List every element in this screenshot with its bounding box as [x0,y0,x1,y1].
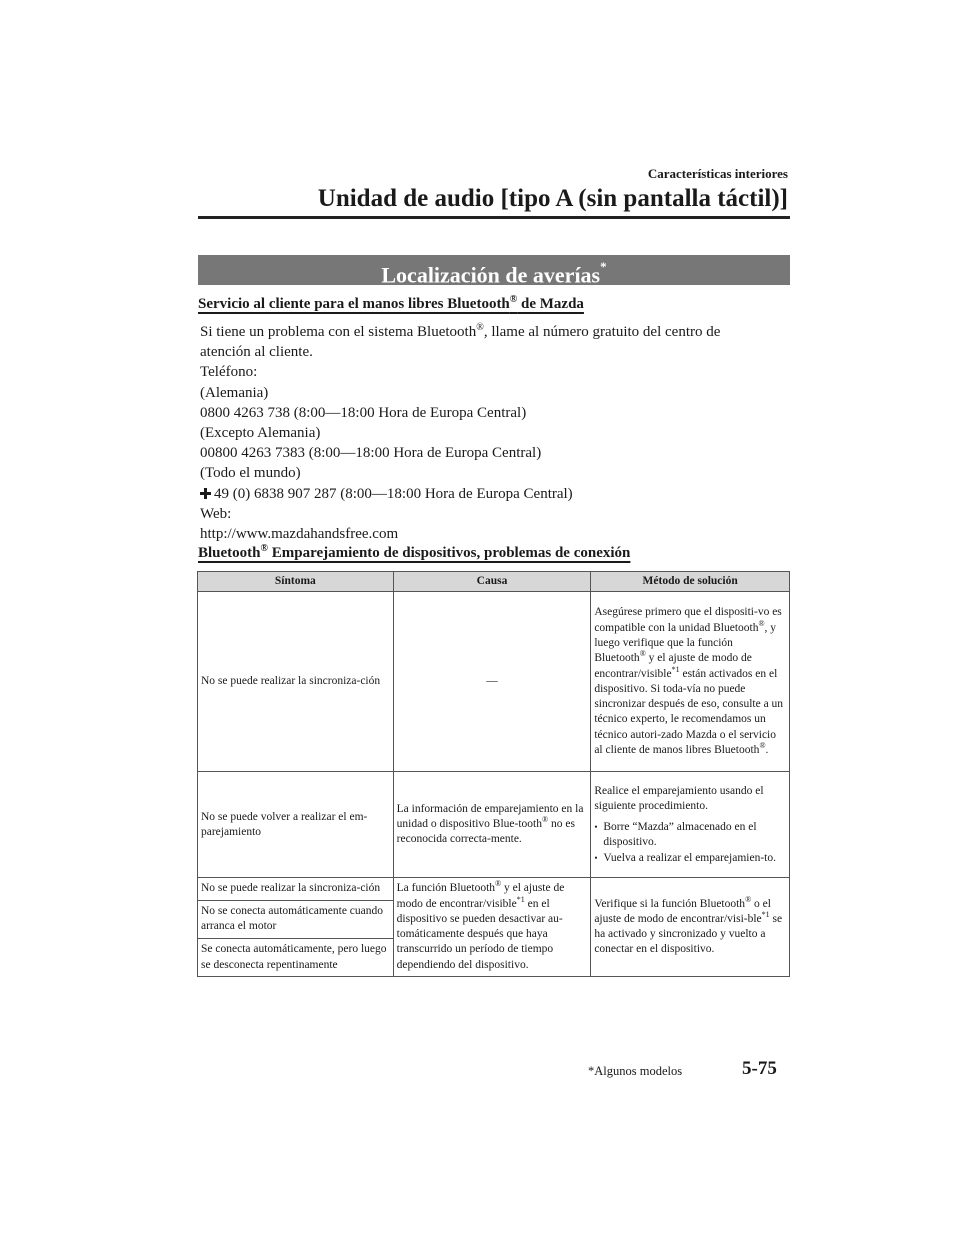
header-rule [198,216,790,219]
symptom-cell: No se puede realizar la sincroniza-ción [198,592,394,772]
solution-cell: Verifique si la función Bluetooth® o el ajuste de modo de encontrar/visi-ble$^{*1}$ se ha activado y sincronizado y vuelto a conectar en el dispositivo. [591,878,790,977]
cause-cell: ― [393,592,591,772]
header-category: Características interiores [647,166,788,181]
list-item: • Borre “Mazda” almacenado en el dispositivo. [594,820,786,851]
table-header-row [198,572,790,592]
world-number-line [200,484,790,504]
solution-steps [594,820,786,866]
except-number: 00800 4263 7383 (8:00―18:00 Hora de Europa Central) [200,445,542,462]
web-url: http://www.mazdahandsfree.com [200,526,399,543]
solution-cell: Realice el emparejamiento usando el siguiente procedimiento. • Borre “Mazda” almacenado en el dispositivo. • Vuelva a realizar el emparejamien-to. [591,772,790,878]
cause-cell: La información de emparejamiento en la unidad o dispositivo Blue-tooth® no es reconocida correcta-mente. [393,772,591,878]
service-body [200,322,790,544]
except-label: (Excepto Alemania) [200,425,321,442]
footer-note: *Algunos modelos [588,1064,683,1078]
table-row [198,592,790,772]
intro-line-2: atención al cliente. [200,344,313,361]
service-heading: Servicio al cliente para el manos libres Bluetooth® de Mazda [198,294,584,312]
germany-number: 0800 4263 738 (8:00―18:00 Hora de Europa Central) [200,404,527,421]
plus-icon [200,488,211,499]
symptom-cell: No se conecta automáticamente cuando arranca el motor [198,900,394,938]
world-number: 49 (0) 6838 907 287 (8:00―18:00 Hora de Europa Central) [214,485,573,502]
symptom-cell: No se puede realizar la sincroniza-ción [198,878,394,901]
germany-label: (Alemania) [200,384,269,401]
web-label: Web: [200,505,232,522]
table-row [198,772,790,878]
troubleshooting-table [197,571,790,977]
table-row [198,878,790,901]
section-asterisk: * [600,259,607,274]
section-title: Localización de averías [381,262,601,288]
page-title: Unidad de audio [tipo A (sin pantalla táctil)] [317,185,788,212]
world-label: (Todo el mundo) [200,465,301,482]
symptom-cell: No se puede volver a realizar el em-parejamiento [198,772,394,878]
phone-label: Teléfono: [200,364,258,381]
symptom-cell: Se conecta automáticamente, pero luego se desconecta repentinamente [198,938,394,976]
solution-cell: Asegúrese primero que el dispositi-vo es compatible con la unidad Bluetooth®, y luego verifique que la función Bluetooth® y el ajuste de modo de encontrar/visible$^{*1}$ están activados en el dispositivo. Si toda-vía no puede sincronizar después de eso, consulte a un técnico experto, le recomendamos un técnico autori-zado Mazda o el servicio al cliente de manos libres Bluetooth®. [591,592,790,772]
page-number: 5-75 [742,1058,777,1079]
header-symptom: Síntoma [198,572,394,592]
cause-cell: La función Bluetooth® y el ajuste de modo de encontrar/visible$^{*1}$ en el dispositivo se pueden desactivar au-tomáticamente después que haya transcurrido un período de tiempo dependiendo del dispositivo. [393,878,591,977]
list-item: • Vuelva a realizar el emparejamien-to. [594,851,786,866]
header-cause: Causa [393,572,591,592]
intro-line: Si tiene un problema con el sistema Bluetooth®, llame al número gratuito del centro de [200,322,721,340]
section-banner [198,255,790,288]
bt-heading: Bluetooth® Emparejamiento de dispositivos, problemas de conexión [198,543,631,561]
header-solution: Método de solución [591,572,790,592]
